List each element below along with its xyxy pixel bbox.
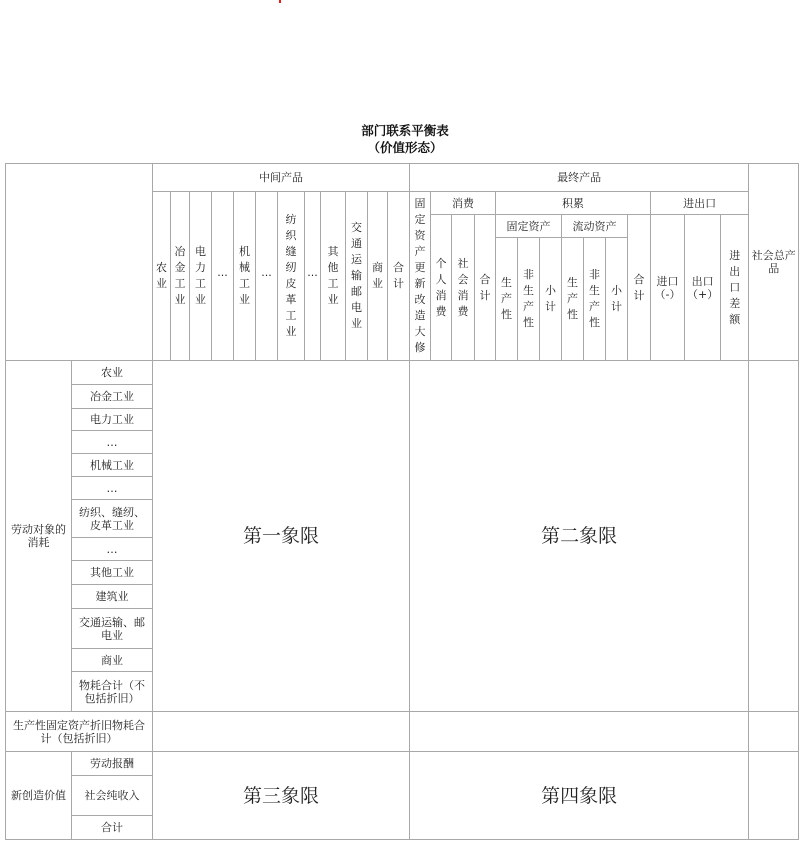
col-working-productive: 生产性: [562, 238, 584, 361]
col-machinery: 机械工业: [234, 192, 256, 361]
col-ellipsis-1: ···: [212, 192, 234, 361]
quadrant-3: 第三象限: [153, 752, 410, 840]
row-labor-pay: 劳动报酬: [72, 752, 153, 776]
balance-table-wrapper: [5, 163, 799, 840]
depreciation-intermediate-cell: [153, 712, 410, 752]
row-machinery: 机械工业: [72, 454, 153, 477]
depreciation-final-cell: [410, 712, 749, 752]
header-import-export: 进出口: [651, 192, 749, 215]
col-other-industry: 其他工业: [321, 192, 346, 361]
corner-cell: [6, 164, 153, 361]
row-group-material: 劳动对象的消耗: [6, 361, 72, 712]
row-ellipsis-2: …: [72, 477, 153, 500]
total-output-col-material: [749, 361, 799, 712]
red-mark: [279, 0, 281, 3]
row-metallurgy: 冶金工业: [72, 385, 153, 409]
header-total-output: 社会总产品: [749, 164, 799, 361]
col-fixed-asset-renewal: 固定资产更新改造大修: [410, 192, 431, 361]
row-construction: 建筑业: [72, 585, 153, 609]
row-group-new-value: 新创造价值: [6, 752, 72, 840]
quadrant-2: 第二象限: [410, 361, 749, 712]
col-metallurgy: 冶金工业: [171, 192, 190, 361]
row-agri: 农业: [72, 361, 153, 385]
col-social-consumption: 社会消费: [452, 215, 475, 361]
col-fixed-nonproductive: 非生产性: [518, 238, 540, 361]
quadrant-4: 第四象限: [410, 752, 749, 840]
header-final: 最终产品: [410, 164, 749, 192]
header-accumulation: 积累: [496, 192, 651, 215]
header-consumption: 消费: [431, 192, 496, 215]
col-transport: 交通运输邮电业: [346, 192, 368, 361]
row-transport: 交通运输、邮电业: [72, 609, 153, 649]
col-working-nonproductive: 非生产性: [584, 238, 606, 361]
col-import: 进口（-）: [651, 215, 685, 361]
row-ellipsis-3: …: [72, 538, 153, 561]
row-power: 电力工业: [72, 409, 153, 431]
row-net-income: 社会纯收入: [72, 776, 153, 816]
row-depreciation: 生产性固定资产折旧物耗合计（包括折旧）: [6, 712, 153, 752]
header-intermediate: 中间产品: [153, 164, 410, 192]
col-personal-consumption: 个人消费: [431, 215, 452, 361]
table-title-block: [0, 122, 810, 156]
col-fixed-subtotal: 小计: [540, 238, 562, 361]
header-fixed-assets: 固定资产: [496, 215, 562, 238]
col-ellipsis-2: ···: [256, 192, 278, 361]
header-working-assets: 流动资产: [562, 215, 628, 238]
col-textile: 纺织缝纫皮革工业: [278, 192, 305, 361]
col-net-export: 进出口差额: [721, 215, 749, 361]
col-export: 出口（+）: [685, 215, 721, 361]
col-power: 电力工业: [190, 192, 212, 361]
table-title: 部门联系平衡表: [361, 123, 449, 138]
col-ellipsis-3: ···: [305, 192, 321, 361]
col-consumption-total: 合计: [475, 215, 496, 361]
total-output-col-new-value: [749, 752, 799, 840]
col-accumulation-total: 合计: [628, 215, 651, 361]
row-other-industry: 其他工业: [72, 561, 153, 585]
col-commerce: 商业: [368, 192, 388, 361]
col-agri: 农业: [153, 192, 171, 361]
col-working-subtotal: 小计: [606, 238, 628, 361]
balance-table: [5, 163, 799, 840]
col-intermediate-total: 合计: [388, 192, 410, 361]
depreciation-total-cell: [749, 712, 799, 752]
row-ellipsis-1: …: [72, 431, 153, 454]
col-fixed-productive: 生产性: [496, 238, 518, 361]
row-new-value-total: 合计: [72, 816, 153, 840]
row-textile: 纺织、缝纫、皮革工业: [72, 500, 153, 538]
row-commerce: 商业: [72, 649, 153, 672]
row-material-total: 物耗合计（不包括折旧）: [72, 672, 153, 712]
table-subtitle: （价值形态）: [367, 140, 443, 155]
quadrant-1: 第一象限: [153, 361, 410, 712]
